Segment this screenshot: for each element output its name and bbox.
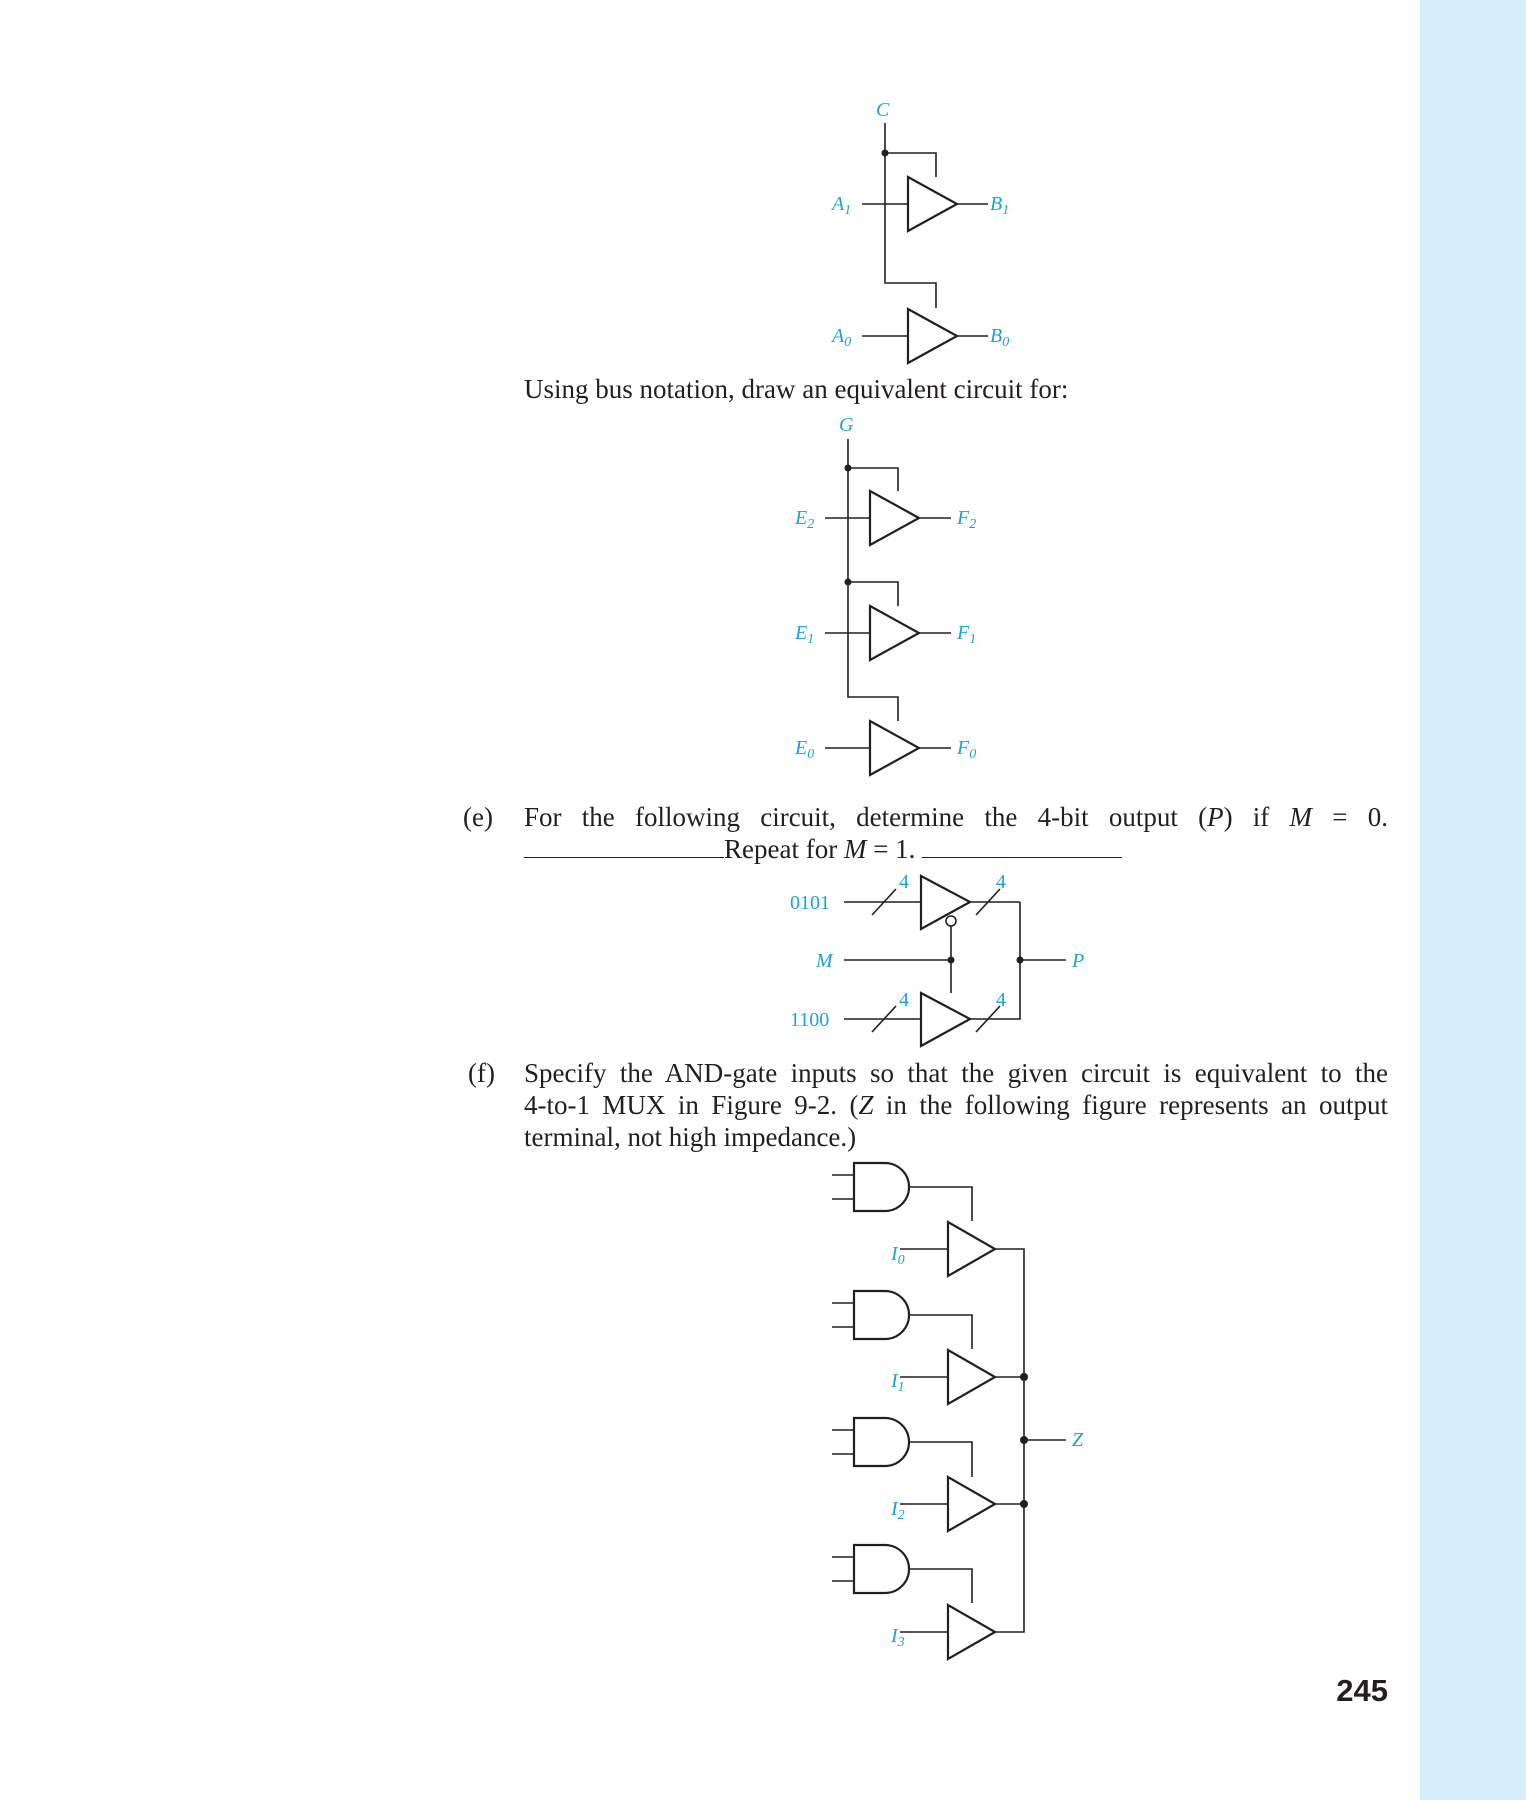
label-m: M	[816, 950, 833, 972]
label-i1: $I_1$	[891, 1370, 905, 1395]
label-f2: $F_2$	[957, 507, 977, 532]
tristate-buffer-bottom	[921, 993, 970, 1046]
label-f0: $F_0$	[957, 737, 977, 762]
label-1100: 1100	[790, 1009, 830, 1031]
label-e2: $E_2$	[795, 507, 815, 532]
tristate-buffer-i2	[948, 1477, 995, 1531]
answer-blank-m1[interactable]	[922, 835, 1122, 858]
label-i3: $I_3$	[891, 1625, 905, 1650]
label-e1: $E_1$	[795, 622, 815, 647]
and-gate-1	[832, 1291, 972, 1349]
label-i0: $I_0$	[891, 1243, 905, 1268]
bus-width-label: 4	[996, 989, 1006, 1011]
part-f-line-2: 4-to-1 MUX in Figure 9-2. (Z in the following figure represents an output	[524, 1090, 1388, 1120]
part-f-line-1: Specify the AND-gate inputs so that the given circuit is equivalent to the	[524, 1058, 1388, 1088]
tristate-buffer-i1	[948, 1350, 995, 1404]
page-number: 245	[1336, 1673, 1388, 1708]
circuit-f	[832, 1163, 1084, 1659]
label-i2: $I_2$	[891, 1498, 905, 1523]
label-e0: $E_0$	[795, 737, 815, 762]
label-f1: $F_1$	[957, 622, 977, 647]
part-e-marker: (e)	[463, 802, 493, 832]
tristate-buffer-i0	[948, 1222, 995, 1276]
bus-notation-instruction: Using bus notation, draw an equivalent circuit for:	[524, 374, 1069, 404]
label-b1: $B_1$	[990, 193, 1010, 218]
label-c: C	[876, 99, 890, 121]
tristate-buffer-f1	[870, 606, 919, 660]
circuit-c	[830, 99, 1009, 363]
tristate-buffer-f2	[870, 491, 919, 545]
label-p: P	[1072, 950, 1085, 972]
label-a1: $A_1$	[832, 193, 852, 218]
circuit-g	[794, 414, 976, 775]
bus-width-label: 4	[996, 871, 1006, 893]
part-e-line-2: Repeat for M = 1.	[524, 833, 1122, 865]
bus-width-label: 4	[899, 871, 909, 893]
label-0101: 0101	[790, 892, 830, 914]
inverting-bubble	[946, 916, 956, 926]
and-gate-2	[832, 1418, 972, 1477]
label-g: G	[839, 414, 854, 436]
and-gate-3	[832, 1545, 972, 1603]
circuit-e	[790, 871, 1084, 1046]
tristate-buffer-i3	[948, 1605, 995, 1659]
answer-blank-m0[interactable]	[524, 835, 724, 858]
label-z: Z	[1072, 1429, 1084, 1451]
label-b0: $B_0$	[990, 325, 1010, 350]
part-e-line-1: For the following circuit, determine the 4-bit output (P) if M = 0.	[524, 802, 1388, 832]
tristate-buffer-b1	[908, 177, 957, 231]
and-gate-0	[832, 1163, 972, 1221]
tristate-buffer-b0	[908, 309, 957, 363]
label-a0: $A_0$	[832, 325, 852, 350]
part-f-marker: (f)	[468, 1058, 495, 1088]
bus-width-label: 4	[899, 989, 909, 1011]
tristate-buffer-f0	[870, 721, 919, 775]
part-f-line-3: terminal, not high impedance.)	[524, 1122, 857, 1152]
